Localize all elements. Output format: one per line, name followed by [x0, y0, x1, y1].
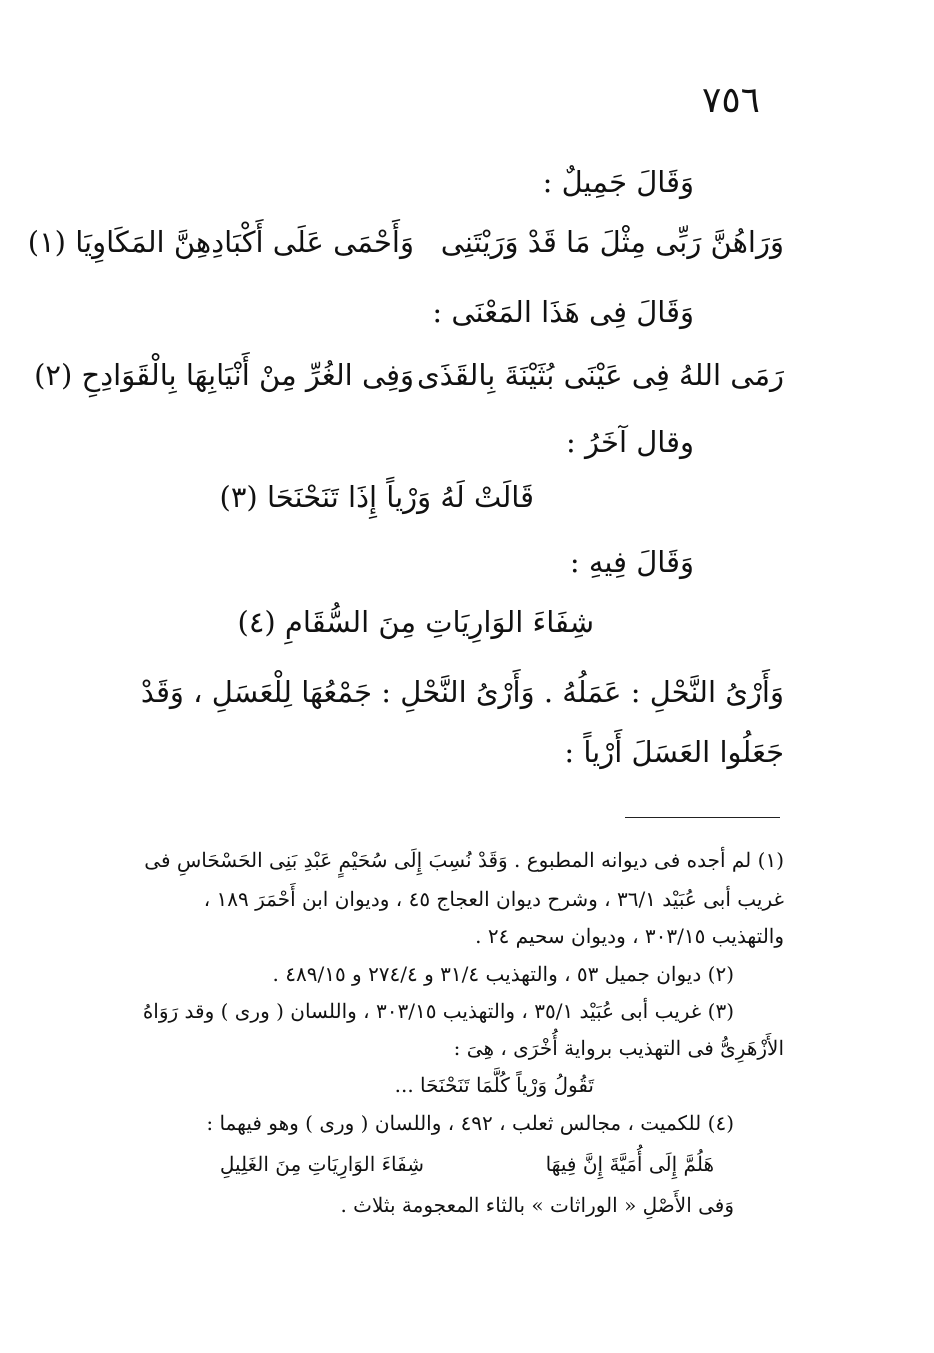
verse-4: شِفَاءَ الوَارِيَاتِ مِنَ السُّقَامِ (٤): [237, 605, 594, 639]
page-number: ٧٥٦: [701, 80, 760, 121]
footnote-1-line-2: غريب أبى عُبَيْد ٣٦/١ ، وشرح ديوان العجاج ٤٥ ، وديوان ابن أَحْمَرَ ١٨٩ ،: [203, 887, 784, 911]
verse-1-first-hemistich: وَرَاهُنَّ رَبِّى مِثْلَ مَا قَدْ وَرَيْتَنِى: [440, 225, 784, 259]
footnote-1-line-3: والتهذيب ٣٠٣/١٥ ، وديوان سحيم ٢٤ .: [475, 924, 784, 948]
footnote-4-line-2: وَفى الأَصْلِ « الوراثات » بالثاء المعجومة بثلاث .: [340, 1193, 734, 1217]
footnote-4-line-1: (٤) للكميت ، مجالس ثعلب ، ٤٩٢ ، واللسان ( ورى ) وهو فيهما :: [206, 1111, 734, 1135]
footnote-4-verse-first: هَلُمَّ إِلَى أُمَيَّةَ إِنَّ فِيهَا: [545, 1152, 714, 1176]
intro-jamil: وَقَالَ جَمِيلٌ :: [542, 165, 694, 199]
footnote-separator: [625, 817, 780, 818]
paragraph-line-2: جَعَلُوا العَسَلَ أَرْياً :: [564, 735, 784, 769]
paragraph-line-1: وَأَرْىُ النَّحْلِ : عَمَلُهُ . وَأَرْىُ النَّحْلِ : جَمْعُهَا لِلْعَسَلِ ، وَقَدْ: [140, 675, 784, 709]
intro-another: وقال آخَرُ :: [566, 425, 694, 459]
intro-same-meaning: وَقَالَ فِى هَذَا المَعْنَى :: [432, 295, 694, 329]
intro-about-it: وَقَالَ فِيهِ :: [569, 545, 694, 579]
footnote-1-line-1: (١) لم أجده فى ديوانه المطبوع . وَقَدْ نُسِبَ إِلَى سُحَيْمٍ عَبْدِ بَنِى الحَسْحَاسِ فى: [144, 848, 784, 872]
verse-2-second-hemistich: وَفِى الغُرِّ مِنْ أَنْيَابِهَا بِالْقَوَادِحِ (٢): [34, 358, 414, 392]
footnote-3-line-1: (٣) غريب أبى عُبَيْد ٣٥/١ ، والتهذيب ٣٠٣/١٥ ، واللسان ( ورى ) وقد رَوَاهُ: [142, 999, 734, 1023]
footnote-4-verse-second: شِفَاءَ الوَارِيَاتِ مِنَ الغَلِيلِ: [219, 1152, 424, 1176]
verse-3: قَالَتْ لَهُ وَرْياً إِذَا تَنَحْنَحَا (٣): [219, 480, 534, 514]
footnote-3-verse: تَقُولُ وَرْياً كُلَّمَا تَنَحْنَحَا ...: [394, 1073, 594, 1097]
footnote-2: (٢) ديوان جميل ٥٣ ، والتهذيب ٣١/٤ و ٢٧٤/٤ و ٤٨٩/١٥ .: [272, 962, 734, 986]
verse-1-second-hemistich: وَأَحْمَى عَلَى أَكْبَادِهِنَّ المَكَاوِيَا (١): [27, 225, 414, 259]
footnote-3-line-2: الأَزْهَرِىُّ فى التهذيب برواية أُخْرَى ، هِىَ :: [453, 1036, 784, 1060]
verse-2-first-hemistich: رَمَى اللهُ فِى عَيْنَى بُثَيْنَةَ بِالقَذَى: [416, 358, 784, 392]
